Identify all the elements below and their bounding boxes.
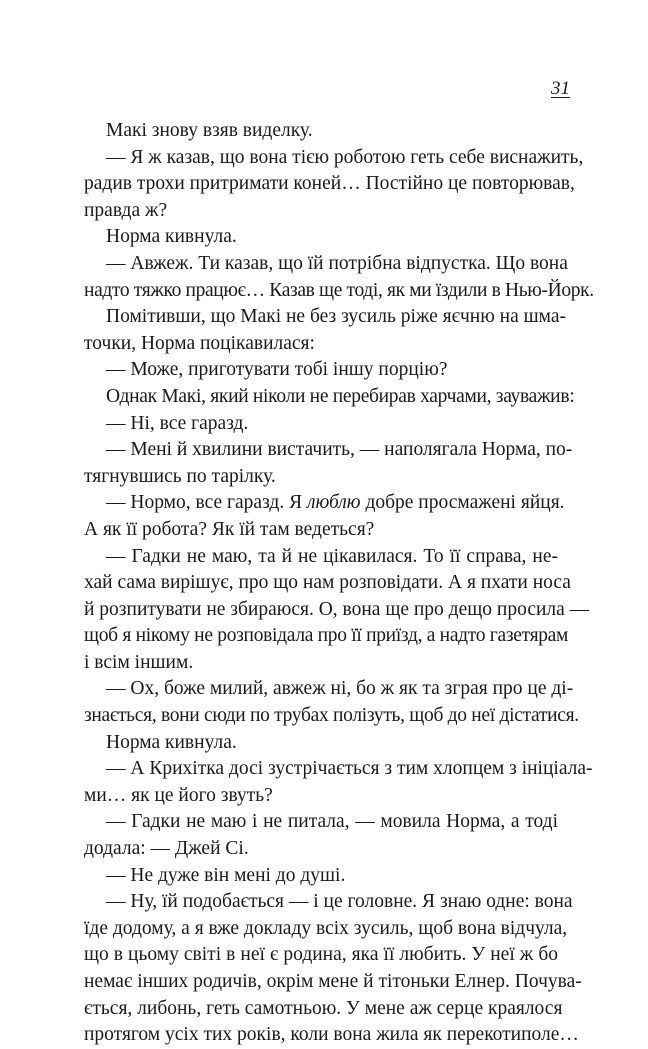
text-line: правда ж? [84,199,168,221]
text-line: — Авжеж. Ти казав, що їй потрібна відпустка. Що вона [106,252,568,274]
text-line: й розпитувати не збираюся. О, вона ще про дещо просила — [84,598,590,620]
text-line: надто тяжко працює… Казав ще тоді, як ми їздили в Нью-Йорк. [84,279,594,301]
text-line: точки, Норма поцікавилася: [84,332,315,354]
text-line: — Я ж казав, що вона тією роботою геть себе виснажить, [106,146,584,168]
text-line: — Може, приготувати тобі іншу порцію? [106,359,448,381]
paragraph [84,889,582,1049]
text-line: Норма кивнула. [106,731,237,753]
text-line: протягом усіх тих років, коли вона жила як перекотиполе… [84,1024,579,1046]
text-line: А як її робота? Як їй там ведеться? [84,518,375,540]
paragraph [84,304,566,357]
text-line: — Гадки не маю і не питала, — мовила Норма, а тоді [106,811,558,833]
paragraph [84,251,594,304]
text-line: Помітивши, що Макі не без зусиль ріже яєчню на шма- [106,306,566,328]
text-line: — Гадки не маю, та й не цікавилася. То її справа, не- [106,545,558,567]
text-line: і всім іншим. [84,651,194,673]
body-text [84,118,594,1049]
paragraph [84,437,573,490]
page-number: 31 [551,78,570,99]
text-line: — Ну, їй подобається — і це головне. Я знаю одне: вона [106,891,573,913]
text-line: — Ох, боже милий, авжеж ні, бо ж як та зграя про це ді- [106,678,574,700]
text-line: — Ні, все гаразд. [106,412,249,434]
text-line: додала: — Джей Сі. [84,838,249,860]
text-line: щоб я нікому не розповідала про її приїзд, а надто газетярам [84,625,569,647]
paragraph [84,863,558,890]
paragraph [84,145,584,225]
text-line: Норма кивнула. [106,226,237,248]
paragraph [84,224,558,251]
text-line: ється, либонь, геть самотньою. У мене аж серце краялося [84,997,563,1019]
text-line: — Нормо, все гаразд. Я люблю добре просмажені яйця. [106,492,565,514]
text-line: радив трохи притримати коней… Постійно це повторював, [84,173,575,195]
paragraph [84,411,558,438]
text-line: Однак Макі, який ніколи не перебирав харчами, зауважив: [106,385,575,407]
text-line: — А Крихітка досі зустрічається з тим хлопцем з ініціала- [106,758,593,780]
paragraph [84,118,558,145]
paragraph [84,490,565,543]
text-line: — Мені й хвилини вистачить, — наполягала Норма, по- [106,439,573,461]
text-line: що в цьому світі в неї є родина, яка її любить. У неї ж бо [84,944,558,966]
paragraph [84,809,558,862]
paragraph [84,676,579,729]
paragraph [84,544,590,677]
emphasis: люблю [306,492,361,514]
text-line: — Не дуже він мені до душі. [106,864,346,886]
text-line: немає інших родичів, окрім мене й тітоньки Елнер. Почува- [84,971,582,992]
text-line: їде додому, а я вже докладу всіх зусиль, щоб вона відчула, [84,917,568,939]
text-line: Макі знову взяв виделку. [106,120,313,141]
paragraph [84,730,558,757]
paragraph [84,357,558,384]
paragraph [84,384,575,411]
text-line: ми… як це його звуть? [84,784,273,806]
text-line: хай сама вирішує, про що нам розповідати. А я пхати носа [84,572,571,594]
text-line: тягнувшись по тарілку. [84,465,276,487]
paragraph [84,756,593,809]
text-line: знається, вони сюди по трубах полізуть, щоб до неї дістатися. [84,705,579,727]
